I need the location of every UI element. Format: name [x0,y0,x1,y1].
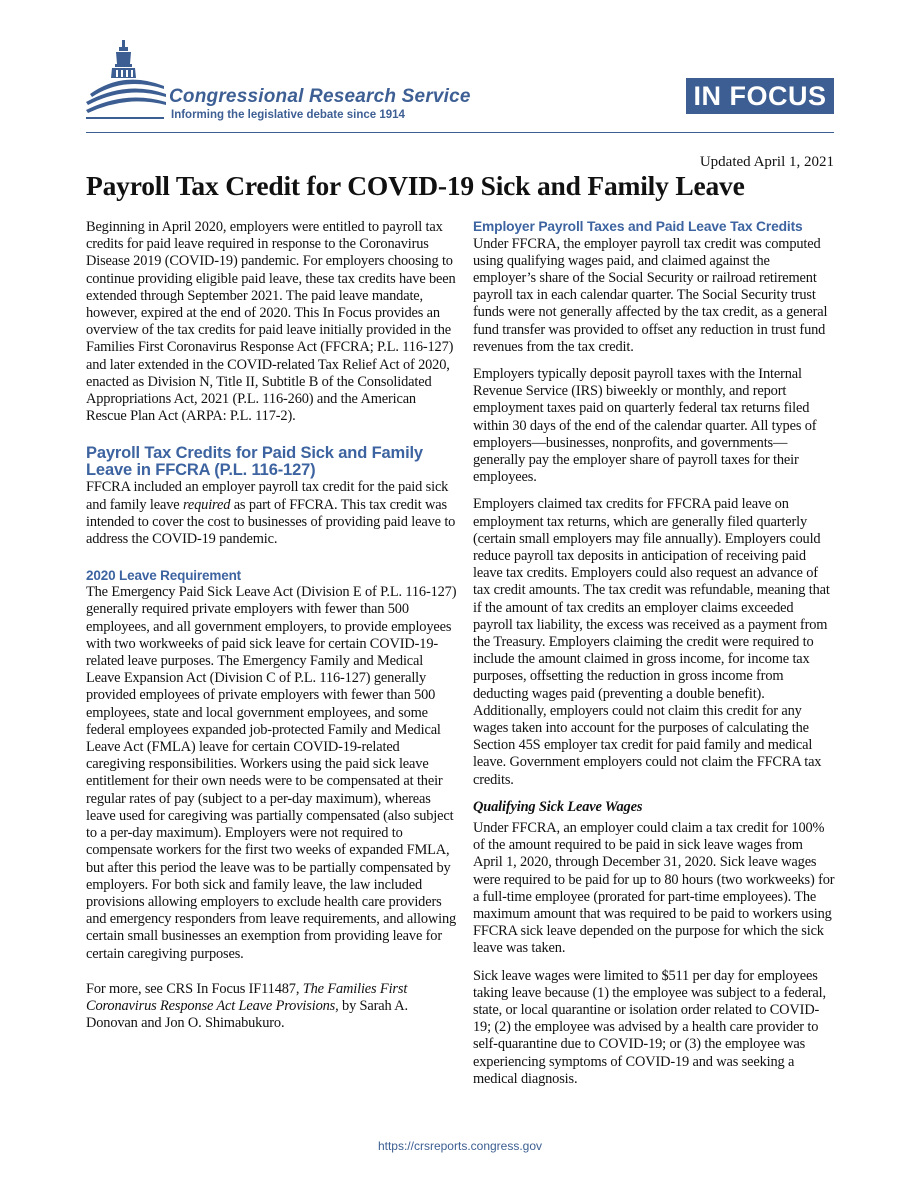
heading-employer-payroll: Employer Payroll Taxes and Paid Leave Tax Credits [473,219,803,234]
ffcra-paragraph: FFCRA included an employer payroll tax credit for the paid sick and family leave required as part of FFCRA. This tax credit was intended to cover the cost to businesses of providing paid leave to address the COVID-19 pandemic. [86,479,456,548]
in-focus-badge: IN FOCUS [686,78,834,114]
sick-leave-paragraph-1: Under FFCRA, an employer could claim a tax credit for 100% of the amount required to be paid in sick leave wages from April 1, 2020, through December 31, 2020. Sick leave wages were required to be paid for up to 80 hours (two workweeks) for a full-time employee (prorated for part-time employees). The maximum amount that was required to be paid to workers using FFCRA sick leave depended on the purpose for which the sick leave was taken. [473,820,835,957]
header-divider [86,132,834,133]
employer-paragraph-1: Under FFCRA, the employer payroll tax credit was computed using qualifying wages paid, and claimed against the employer’s share of the Social Security or railroad retirement payroll tax in each calendar quarter. The Social Security trust funds were not generally affected by the tax credit, as a general fund transfer was provided to offset any reduction in trust fund revenues from the tax credit. [473,235,828,355]
employer-paragraph-2: Employers typically deposit payroll taxes with the Internal Revenue Service (IRS) biweekly or monthly, and report employment taxes paid on quarterly federal tax returns filed within 30 days of the end of the calendar quarter. All types of employers—businesses, nonprofits, and governments—generally pay the employer share of payroll taxes for their employees. [473,365,817,486]
heading-ffcra-credits: Payroll Tax Credits for Paid Sick and Family Leave in FFCRA (P.L. 116-127) [86,444,423,480]
footer-url[interactable]: https://crsreports.congress.gov [377,1139,543,1153]
page-title: Payroll Tax Credit for COVID-19 Sick and Family Leave [86,170,745,201]
sick-leave-paragraph-2: Sick leave wages were limited to $511 per day for employees taking leave because (1) the employee was subject to a federal, state, or local quarantine or isolation order related to COVID-19; (2) the employee was advised by a health care provider to self-quarantine due to COVID-19; or (3) the employee was experiencing symptoms of COVID-19 and was seeking a medical diagnosis. [473,967,826,1087]
intro-paragraph: Beginning in April 2020, employers were entitled to payroll tax credits for paid leave required in response to the Coronavirus Disease 2019 (COVID-19) pandemic. For employers choosing to continue providing eligible paid leave, these tax credits have been extended through September 2021. The paid leave mandate, however, expired at the end of 2020. This In Focus provides an overview of the tax credits for paid leave initially provided in the Families First Coronavirus Response Act (FFCRA; P.L. 116-127) and later extended in the COVID-related Tax Relief Act of 2020, enacted as Division N, Title II, Subtitle B of the Consolidated Appropriations Act, 2021 (P.L. 116-260) and the American Rescue Plan Act (ARPA: P.L. 117-2). [86,219,456,425]
left-column [86,219,458,1042]
right-column [473,219,835,1098]
if11487-citation: The Families First Coronavirus Response Act Leave Provisions [86,980,408,1014]
org-tagline: Informing the legislative debate since 1914 [171,109,405,121]
employer-paragraph-3: Employers claimed tax credits for FFCRA paid leave on employment tax returns, which are generally filed quarterly (certain small employers may file annually). Employers could reduce payroll tax deposits in anticipation of receiving paid leave tax credits. Employers could also request an advance of tax credit amounts. The tax credit was refundable, meaning that if the amount of tax credits an employer claims exceeded payroll tax liability, the excess was received as a payment from the Treasury. Employers claiming the credit were required to include the amount claimed in gross income, for income tax purposes, offsetting the reduction in gross income from deducting wages paid (preventing a double benefit). Additionally, employers could not claim this credit for any wages taken into account for the purposes of calculating the Section 45S employer tax credit for paid family and medical leave. Government employers could not claim the FFCRA tax credits. [473,496,830,788]
capitol-dome-icon [86,40,166,122]
heading-qualifying-sick-leave: Qualifying Sick Leave Wages [473,798,643,815]
more-info-paragraph: For more, see CRS In Focus IF11487, The Families First Coronavirus Response Act Leave Provisions, by Sarah A. Donovan and Jon O. Shimabukuro. [86,980,408,1032]
org-name: Congressional Research Service [169,86,471,107]
updated-date: Updated April 1, 2021 [699,154,834,170]
heading-2020-leave: 2020 Leave Requirement [86,568,242,584]
leave-requirement-paragraph: The Emergency Paid Sick Leave Act (Division E of P.L. 116-127) generally required private employers with fewer than 500 employees, and all government employers, to provide employees with two workweeks of paid sick leave for certain COVID-19-related leave purposes. The Emergency Family and Medical Leave Expansion Act (Division C of P.L. 116-127) generally provided employees of private employers with fewer than 500 employees, state and local government employees, and some federal employees expanded job-protected Family and Medical Leave Act (FMLA) leave for certain COVID-19-related caregiving responsibilities. Workers using the paid sick leave entitlement for their own needs were to be compensated at their regular rates of pay (subject to a per-day maximum), whereas leave used for caregiving was partially compensated (also subject to a per-day maximum). Employers were not required to compensate workers for the first two weeks of expanded FMLA, but after this period the leave was to be partially compensated by employers. For both sick and family leave, the law included provisions allowing employers to exclude health care providers and emergency responders from leave requirements, and allowing certain small businesses an exemption from providing leave for certain caregiving purposes. [86,584,457,962]
